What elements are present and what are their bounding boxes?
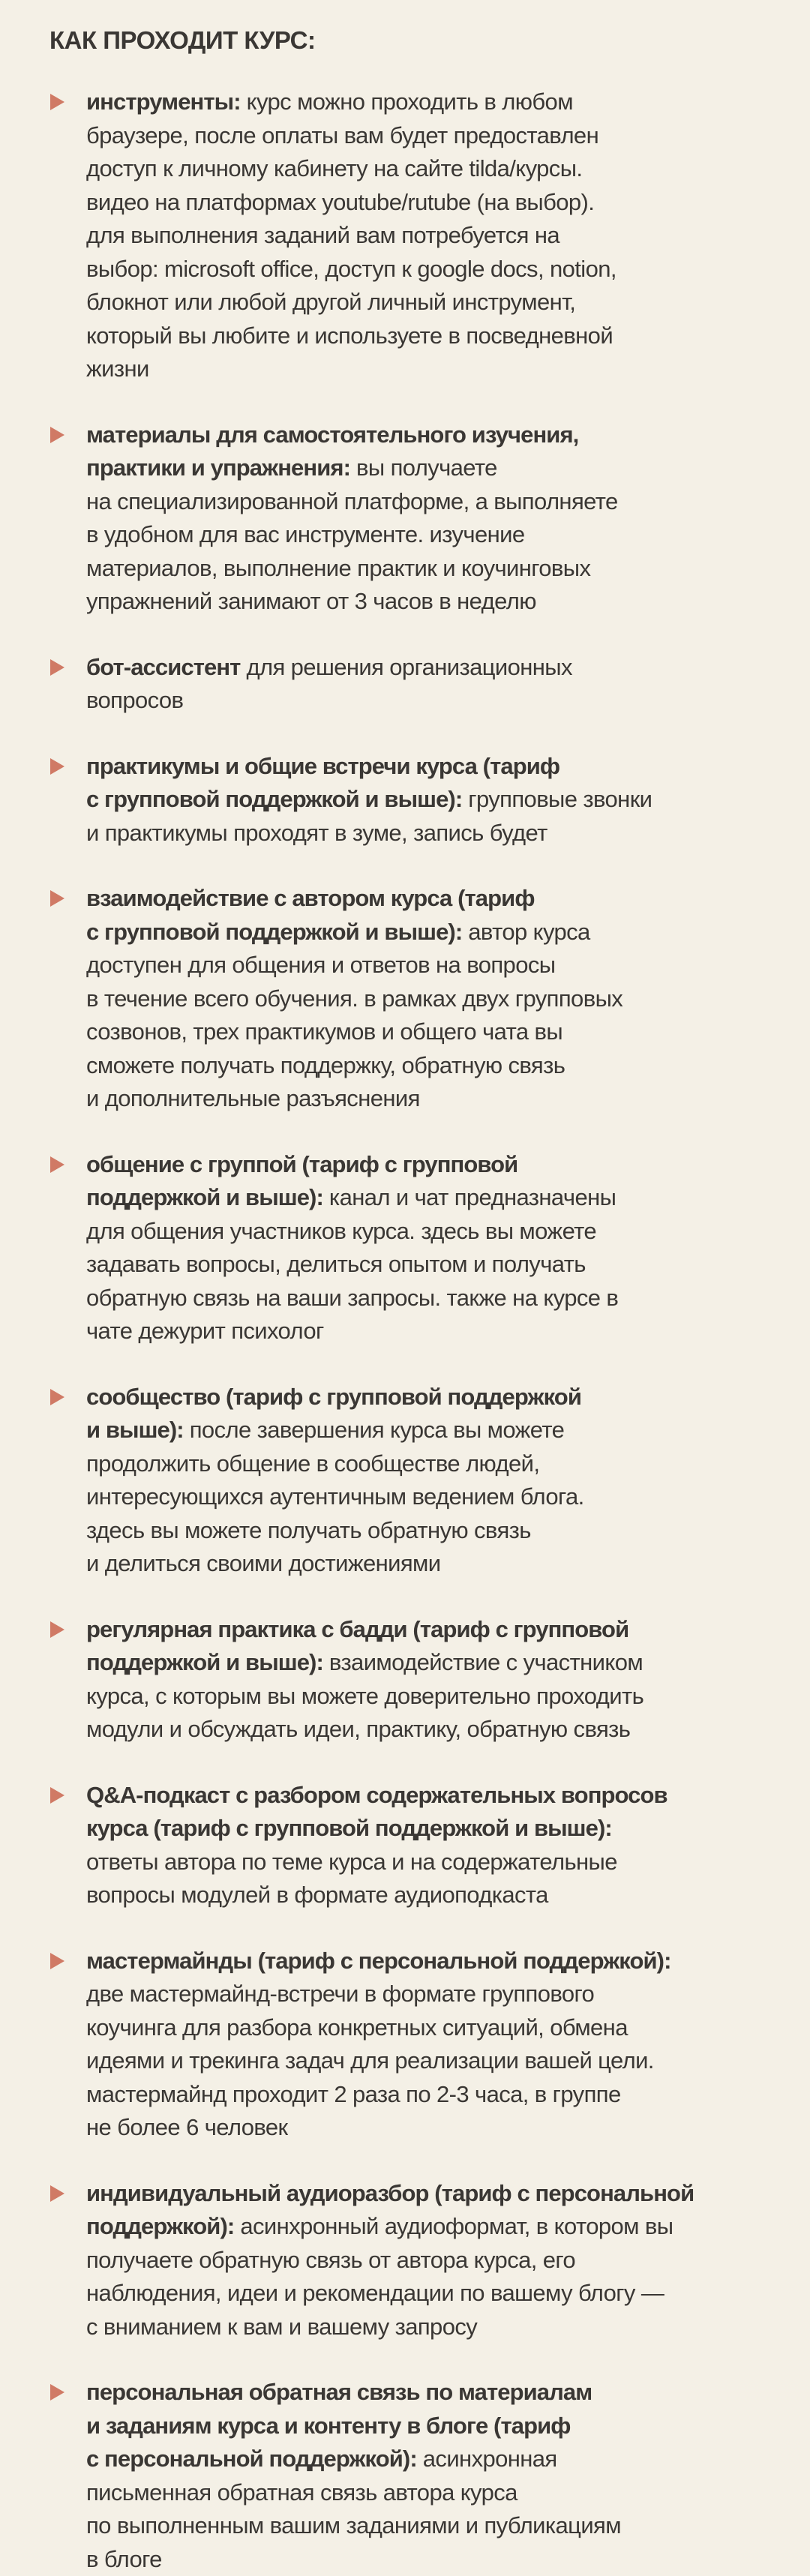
- text-line: [86, 485, 810, 519]
- text-line: [86, 286, 810, 319]
- feature-item-12: [50, 2376, 810, 2576]
- feature-description: вопросы модулей в формате аудиоподкаста: [86, 1882, 548, 1908]
- feature-description: ответы автора по теме курса и на содержательные: [86, 1849, 617, 1875]
- text-line: [86, 1282, 810, 1315]
- feature-description: интересующихся аутентичным ведением блога.: [86, 1483, 584, 1510]
- text-line: [86, 119, 810, 153]
- feature-item-11: [50, 2177, 810, 2344]
- feature-description: который вы любите и используете в посведневной: [86, 322, 613, 349]
- text-line: [86, 1015, 810, 1049]
- feature-description: браузере, после оплаты вам будет предоставлен: [86, 122, 598, 148]
- feature-heading: материалы для самостоятельного изучения,: [86, 421, 578, 448]
- text-line: [86, 1414, 810, 1447]
- text-line: [86, 882, 810, 916]
- feature-text: [86, 750, 810, 850]
- feature-description: доступен для общения и ответов на вопросы: [86, 952, 555, 978]
- text-line: [86, 352, 810, 386]
- feature-description: для выполнения заданий вам потребуется на: [86, 222, 560, 248]
- text-line: [86, 916, 810, 949]
- feature-text: [86, 651, 810, 718]
- text-line: [86, 1049, 810, 1083]
- text-line: [86, 2509, 810, 2543]
- text-line: [86, 2376, 810, 2410]
- feature-description: две мастермайнд-встречи в формате группового: [86, 1981, 594, 2007]
- feature-description: с вниманием к вам и вашему запросу: [86, 2314, 477, 2340]
- triangle-right-icon: [50, 890, 64, 907]
- feature-item-2: [50, 418, 810, 619]
- text-line: [86, 2311, 810, 2344]
- feature-description: канал и чат предназначены: [323, 1184, 616, 1210]
- feature-item-3: [50, 651, 810, 718]
- text-line: [86, 1514, 810, 1548]
- text-line: [86, 2277, 810, 2311]
- triangle-right-icon: [50, 1156, 64, 1173]
- text-line: [86, 585, 810, 619]
- text-line: [86, 1846, 810, 1879]
- feature-heading: и выше):: [86, 1417, 184, 1443]
- feature-heading: общение с группой (тариф с групповой: [86, 1151, 518, 1177]
- feature-description: упражнений занимают от 3 часов в неделю: [86, 588, 536, 614]
- text-line: [86, 1215, 810, 1249]
- text-line: [86, 1613, 810, 1647]
- feature-description: мастермайнд проходит 2 раза по 2-3 часа, в группе: [86, 2081, 621, 2107]
- feature-heading: поддержкой):: [86, 2213, 234, 2239]
- feature-description: идеями и трекинга задач для реализации вашей цели.: [86, 2047, 654, 2074]
- feature-description: в течение всего обучения. в рамках двух групповых: [86, 985, 622, 1012]
- feature-description: задавать вопросы, делиться опытом и получать: [86, 1251, 586, 1277]
- text-line: [86, 1812, 810, 1846]
- text-line: [86, 1248, 810, 1282]
- feature-text: [86, 1613, 810, 1747]
- feature-description: письменная обратная связь автора курса: [86, 2479, 518, 2506]
- feature-description: созвонов, трех практикумов и общего чата вы: [86, 1018, 562, 1045]
- feature-heading: практикумы и общие встречи курса (тариф: [86, 753, 560, 779]
- feature-description: вы получаете: [350, 454, 497, 481]
- text-line: [86, 1148, 810, 1182]
- feature-text: [86, 882, 810, 1116]
- text-line: [86, 1945, 810, 1978]
- feature-description: для общения участников курса. здесь вы можете: [86, 1218, 596, 1244]
- text-line: [86, 152, 810, 186]
- text-line: [86, 85, 810, 119]
- feature-description: курса, с которым вы можете доверительно проходить: [86, 1683, 644, 1709]
- feature-text: [86, 2376, 810, 2576]
- triangle-right-icon: [50, 2384, 64, 2401]
- feature-description: и практикумы проходят в зуме, запись будет: [86, 820, 548, 846]
- text-line: [86, 1680, 810, 1714]
- feature-text: [86, 418, 810, 619]
- feature-description: материалов, выполнение практик и коучинговых: [86, 555, 590, 581]
- text-line: [86, 1879, 810, 1912]
- feature-description: не более 6 человек: [86, 2114, 288, 2140]
- text-line: [86, 2410, 810, 2443]
- text-line: [86, 1315, 810, 1348]
- feature-heading: поддержкой и выше):: [86, 1649, 323, 1675]
- triangle-right-icon: [50, 1787, 64, 1804]
- feature-item-7: [50, 1381, 810, 1581]
- text-line: [86, 982, 810, 1016]
- feature-heading: инструменты:: [86, 88, 241, 115]
- feature-description: сможете получать поддержку, обратную связь: [86, 1052, 565, 1078]
- feature-item-1: [50, 85, 810, 386]
- text-line: [86, 2078, 810, 2112]
- feature-description: блокнот или любой другой личный инструмент,: [86, 289, 575, 315]
- text-line: [86, 1381, 810, 1414]
- feature-description: в блоге: [86, 2546, 162, 2572]
- text-line: [86, 186, 810, 220]
- triangle-right-icon: [50, 1389, 64, 1405]
- feature-heading: и заданиям курса и контенту в блоге (тариф: [86, 2413, 571, 2439]
- text-line: [86, 949, 810, 982]
- feature-text: [86, 1945, 810, 2145]
- feature-description: чате дежурит психолог: [86, 1318, 324, 1344]
- text-line: [86, 1978, 810, 2011]
- feature-item-9: [50, 1779, 810, 1912]
- feature-description: модули и обсуждать идеи, практику, обратную связь: [86, 1716, 630, 1742]
- feature-description: после завершения курса вы можете: [184, 1417, 565, 1443]
- feature-heading: с групповой поддержкой и выше):: [86, 919, 462, 945]
- feature-heading: бот-ассистент: [86, 654, 240, 680]
- feature-description: автор курса: [462, 919, 590, 945]
- text-line: [86, 451, 810, 485]
- text-line: [86, 2476, 810, 2510]
- feature-description: асинхронная: [417, 2446, 557, 2472]
- text-line: [86, 1447, 810, 1481]
- text-line: [86, 817, 810, 850]
- triangle-right-icon: [50, 758, 64, 775]
- triangle-right-icon: [50, 427, 64, 443]
- feature-text: [86, 2177, 810, 2344]
- text-line: [86, 1082, 810, 1116]
- feature-description: и дополнительные разъяснения: [86, 1085, 420, 1111]
- text-line: [86, 1480, 810, 1514]
- text-line: [86, 2011, 810, 2045]
- feature-description: жизни: [86, 355, 149, 382]
- feature-description: курс можно проходить в любом: [241, 88, 573, 115]
- feature-description: коучинга для разбора конкретных ситуаций, обмена: [86, 2014, 628, 2041]
- text-line: [86, 1713, 810, 1747]
- feature-description: получаете обратную связь от автора курса, его: [86, 2247, 575, 2273]
- text-line: [86, 2443, 810, 2476]
- text-line: [86, 552, 810, 586]
- text-line: [86, 651, 810, 685]
- feature-heading: индивидуальный аудиоразбор (тариф с персональной: [86, 2180, 694, 2206]
- feature-heading: взаимодействие с автором курса (тариф: [86, 885, 535, 911]
- feature-heading: с персональной поддержкой):: [86, 2446, 417, 2472]
- triangle-right-icon: [50, 94, 64, 110]
- text-line: [86, 2244, 810, 2278]
- feature-description: доступ к личному кабинету на сайте tilda/курсы.: [86, 155, 582, 181]
- text-line: [86, 2543, 810, 2576]
- feature-description: вопросов: [86, 687, 183, 713]
- feature-description: асинхронный аудиоформат, в котором вы: [234, 2213, 673, 2239]
- text-line: [86, 750, 810, 784]
- feature-text: [86, 1381, 810, 1581]
- feature-heading: мастермайнды (тариф с персональной поддержкой):: [86, 1948, 671, 1974]
- text-line: [86, 2111, 810, 2145]
- feature-description: продолжить общение в сообществе людей,: [86, 1450, 539, 1477]
- text-line: [86, 253, 810, 286]
- triangle-right-icon: [50, 1953, 64, 1969]
- feature-description: для решения организационных: [240, 654, 572, 680]
- feature-heading: с групповой поддержкой и выше):: [86, 786, 462, 812]
- feature-heading: регулярная практика с бадди (тариф с групповой: [86, 1616, 628, 1642]
- feature-item-5: [50, 882, 810, 1116]
- feature-heading: персональная обратная связь по материалам: [86, 2379, 592, 2405]
- feature-heading: Q&A-подкаст с разбором содержательных вопросов: [86, 1782, 668, 1808]
- triangle-right-icon: [50, 2185, 64, 2202]
- feature-text: [86, 1148, 810, 1348]
- page-title: КАК ПРОХОДИТ КУРС:: [50, 24, 810, 57]
- feature-text: [86, 85, 810, 386]
- triangle-right-icon: [50, 659, 64, 676]
- feature-description: наблюдения, идеи и рекомендации по вашему блогу —: [86, 2280, 664, 2306]
- feature-description: взаимодействие с участником: [323, 1649, 643, 1675]
- text-line: [86, 2210, 810, 2244]
- feature-description: видео на платформах youtube/rutube (на выбор).: [86, 189, 594, 215]
- text-line: [86, 684, 810, 718]
- text-line: [86, 1181, 810, 1215]
- feature-heading: практики и упражнения:: [86, 454, 350, 481]
- feature-description: по выполненным вашим заданиями и публикациям: [86, 2512, 621, 2539]
- feature-heading: курса (тариф с групповой поддержкой и выше):: [86, 1815, 612, 1841]
- text-line: [86, 2044, 810, 2078]
- course-features-list: [50, 85, 810, 2576]
- feature-text: [86, 1779, 810, 1912]
- triangle-right-icon: [50, 1621, 64, 1638]
- text-line: [86, 1779, 810, 1813]
- feature-description: в удобном для вас инструменте. изучение: [86, 521, 525, 547]
- feature-description: обратную связь на ваши запросы. также на курсе в: [86, 1285, 618, 1311]
- feature-item-6: [50, 1148, 810, 1348]
- text-line: [86, 319, 810, 353]
- text-line: [86, 1547, 810, 1581]
- feature-item-10: [50, 1945, 810, 2145]
- feature-description: на специализированной платформе, а выполняете: [86, 488, 618, 514]
- feature-item-4: [50, 750, 810, 850]
- feature-description: групповые звонки: [462, 786, 652, 812]
- text-line: [86, 1646, 810, 1680]
- text-line: [86, 2177, 810, 2211]
- text-line: [86, 418, 810, 452]
- feature-item-8: [50, 1613, 810, 1747]
- text-line: [86, 219, 810, 253]
- feature-heading: поддержкой и выше):: [86, 1184, 323, 1210]
- feature-description: и делиться своими достижениями: [86, 1550, 440, 1576]
- feature-description: выбор: microsoft office, доступ к google docs, notion,: [86, 256, 616, 282]
- feature-description: здесь вы можете получать обратную связь: [86, 1517, 531, 1543]
- text-line: [86, 518, 810, 552]
- text-line: [86, 783, 810, 817]
- feature-heading: сообщество (тариф с групповой поддержкой: [86, 1384, 581, 1410]
